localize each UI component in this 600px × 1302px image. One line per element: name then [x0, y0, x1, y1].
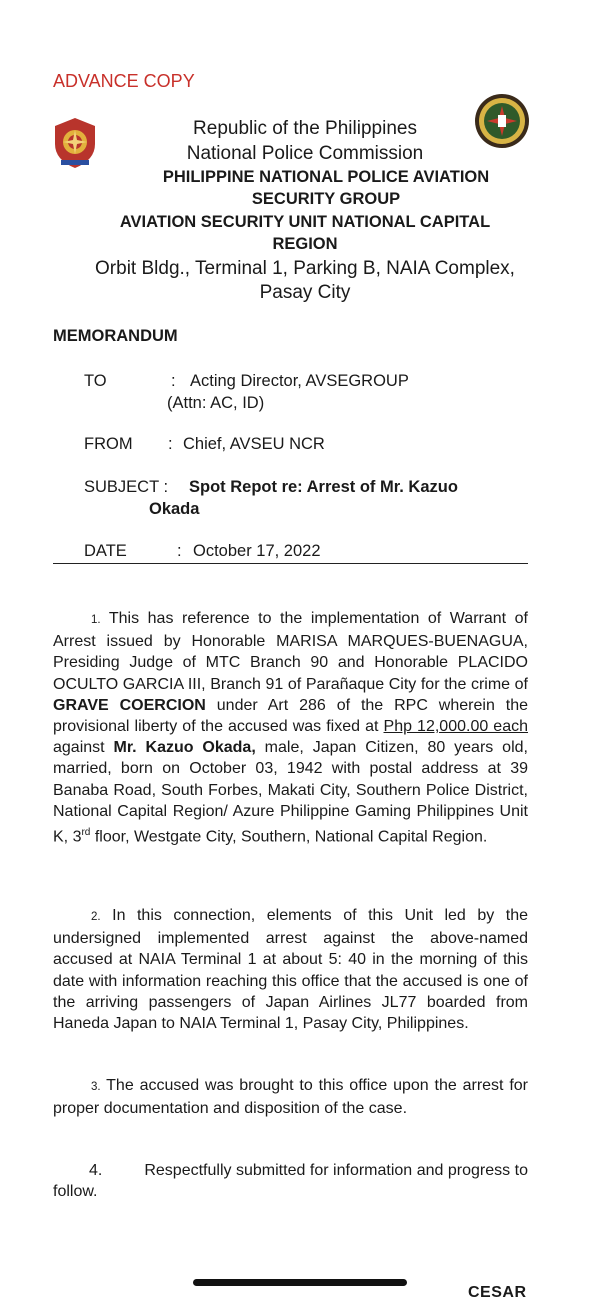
header-avseu-ncr: AVIATION SECURITY UNIT NATIONAL CAPITAL — [119, 213, 491, 231]
header-napolcom: National Police Commission — [186, 143, 424, 164]
to-label: TO — [84, 372, 107, 390]
from-value: Chief, AVSEU NCR — [183, 435, 325, 453]
advance-copy-label: ADVANCE COPY — [53, 71, 195, 91]
to-attn: (Attn: AC, ID) — [167, 394, 265, 412]
to-value: Acting Director, AVSEGROUP — [190, 372, 409, 390]
header-republic: Republic of the Philippines — [193, 118, 417, 139]
paragraph-4-number: 4. — [89, 1162, 103, 1179]
header-pnp-avsegroup: PHILIPPINE NATIONAL POLICE AVIATION — [162, 168, 490, 186]
paragraph-3 — [53, 1075, 528, 1119]
header-security-group: SECURITY GROUP — [251, 190, 401, 208]
paragraph-3-text: The accused was brought to this office upon the arrest for proper documentation and disposition of the case. — [53, 1077, 529, 1118]
home-indicator-bar[interactable] — [193, 1279, 407, 1286]
header-region: REGION — [272, 235, 338, 253]
date-label: DATE — [84, 542, 127, 560]
paragraph-2-number: 2. — [91, 911, 101, 923]
subject-line2: Okada — [149, 500, 200, 518]
paragraph-1-accused-name: Mr. Kazuo Okada, — [113, 739, 256, 757]
paragraph-4-text: Respectfully submitted for information and progress to follow. — [53, 1162, 528, 1201]
date-colon: : — [177, 542, 182, 560]
memorandum-title: MEMORANDUM — [53, 327, 178, 345]
paragraph-1-text-e: against — [53, 739, 114, 757]
paragraph-4 — [53, 1160, 528, 1202]
subject-label: SUBJECT : — [84, 478, 169, 496]
subject-line1: Spot Repot re: Arrest of Mr. Kazuo — [189, 478, 458, 496]
paragraph-2-text: In this connection, elements of this Unit led by the undersigned implemented arrest against the above-named accused at NAIA Terminal 1 at about 5: 40 in the morning of this date with information reaching this office that the accused is one of the arriving passengers of Japan Airlines JL77 boarded from Haneda Japan to NAIA Terminal 1, Pasay City, Philippines. — [53, 907, 528, 1033]
signatory-name-partial: CESAR — [468, 1284, 527, 1301]
from-label: FROM — [84, 435, 133, 453]
memo-header-divider — [53, 563, 528, 564]
date-value: October 17, 2022 — [193, 542, 321, 560]
paragraph-1-bail: Php 12,000.00 each — [383, 718, 529, 736]
paragraph-1-text-a: This has reference to the implementation of Warrant of Arrest issued by Honorable MARISA MARQUES-BUENAGUA, Presiding Judge of MTC Branch 90 and Honorable PLACIDO OCULTO GARCIA III, Branch 91 of Parañaque City for the crime of — [53, 610, 528, 693]
paragraph-1-text-c: under Art 286 of the RPC wherein the provisional liberty of the accused was fixed at — [53, 696, 528, 736]
header-address-line1: Orbit Bldg., Terminal 1, Parking B, NAIA Complex, — [95, 258, 515, 279]
paragraph-3-number: 3. — [91, 1081, 101, 1093]
paragraph-1-text-g: male, Japan Citizen, 80 years old, married, born on October 03, 1942 with postal address at 39 Banaba Road, South Forbes, Makati City, Southern Police District, National Capital Region/ Azure Philippine Gaming Philippines Unit K, 3 — [53, 739, 528, 846]
to-colon: : — [171, 372, 176, 390]
paragraph-1-ordinal: rd — [81, 827, 91, 839]
paragraph-1-crime: GRAVE COERCION — [53, 696, 206, 714]
paragraph-1-number: 1. — [91, 614, 101, 626]
paragraph-1-text-i: floor, Westgate City, Southern, National Capital Region. — [90, 828, 488, 846]
from-colon: : — [168, 435, 173, 453]
paragraph-1 — [53, 608, 528, 848]
paragraph-2 — [53, 905, 528, 1034]
header-address-line2: Pasay City — [259, 282, 351, 303]
